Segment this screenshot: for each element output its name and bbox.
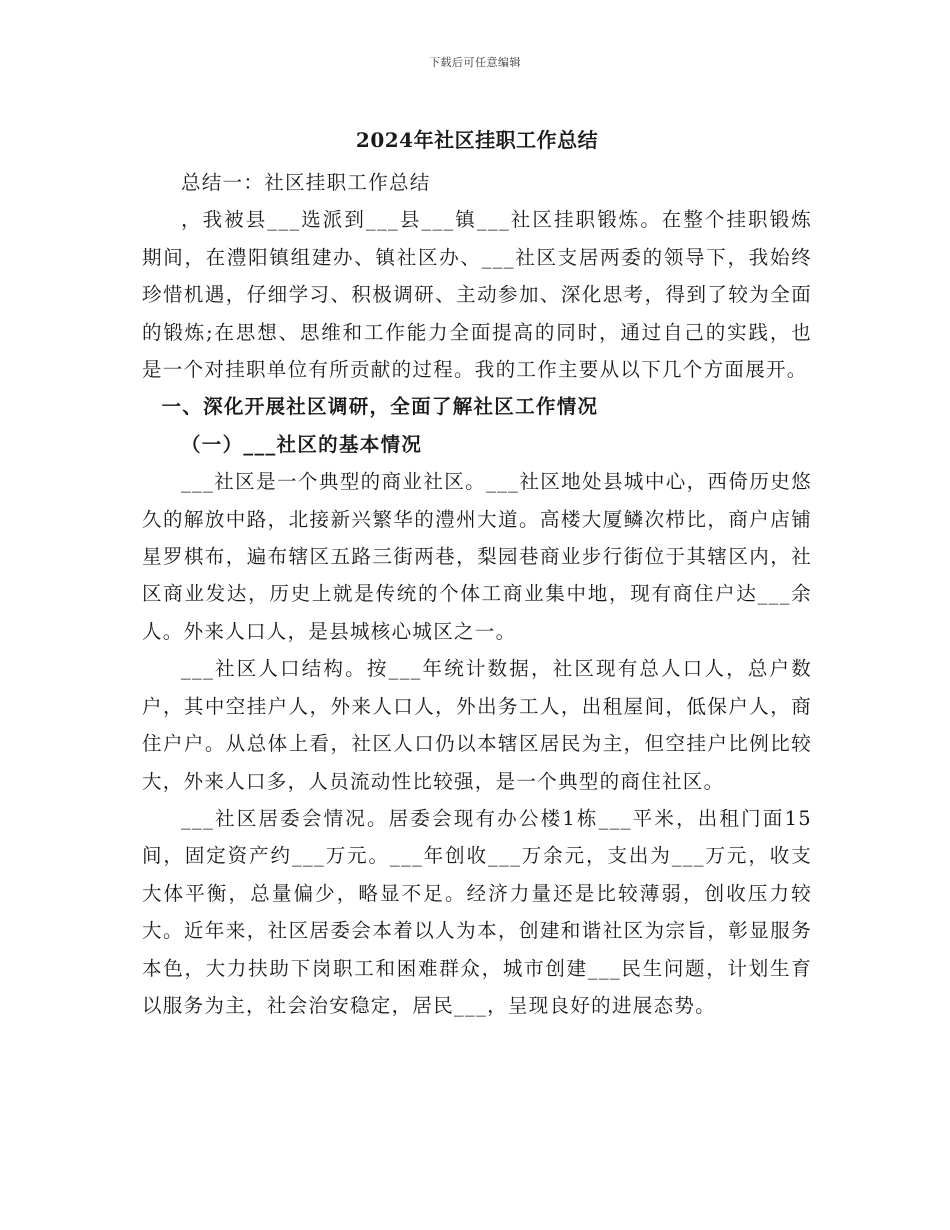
population-paragraph: ___社区人口结构。按___年统计数据，社区现有总人口人，总户数户，其中空挂户人，外来人口人，外出务工人，出租屋间，低保户人，商住户户。从总体上看，社区人口仍以本辖区居民为主，但空挂户比例比较大，外来人口多，人员流动性比较强，是一个典型的商住社区。 bbox=[142, 657, 812, 793]
section-heading-1: 一、深化开展社区调研，全面了解社区工作情况 bbox=[161, 395, 599, 419]
committee-paragraph: ___社区居委会情况。居委会现有办公楼1栋___平米，出租门面15间，固定资产约___万元。___年创收___万余元，支出为___万元，收支大体平衡，总量偏少，略显不足。经济力量还是比较薄弱，创收压力较大。近年来，社区居委会本着以人为本，创建和谐社区为宗旨，彰显服务本色，大力扶助下岗职工和困难群众，城市创建___民生问题，计划生育以服务为主，社会治安稳定，居民___，呈现良好的进展态势。 bbox=[142, 806, 812, 1017]
intro-paragraph: ，我被县___选派到___县___镇___社区挂职锻炼。在整个挂职锻炼期间，在澧阳镇组建办、镇社区办、___社区支居两委的领导下，我始终珍惜机遇，仔细学习、积极调研、主动参加、深化思考，得到了较为全面的锻炼;在思想、思维和工作能力全面提高的同时，通过自己的实践，也是一个对挂职单位有所贡献的过程。我的工作主要从以下几个方面展开。 bbox=[142, 208, 812, 382]
document-body bbox=[142, 122, 812, 1024]
subsection-heading-1: （一）___社区的基本情况 bbox=[181, 432, 423, 456]
page-header-note: 下载后可任意编辑 bbox=[429, 56, 521, 69]
document-subtitle: 总结一：社区挂职工作总结 bbox=[181, 171, 431, 194]
document-title: 2024年社区挂职工作总结 bbox=[355, 128, 599, 152]
basic-situation-paragraph: ___社区是一个典型的商业社区。___社区地处县城中心，西倚历史悠久的解放中路，北接新兴繁华的澧州大道。高楼大厦鳞次栉比，商户店铺星罗棋布，遍布辖区五路三街两巷，梨园巷商业步行街位于其辖区内，社区商业发达，历史上就是传统的个体工商业集中地，现有商住户达___余人。外来人口人，是县城核心城区之一。 bbox=[142, 470, 812, 643]
